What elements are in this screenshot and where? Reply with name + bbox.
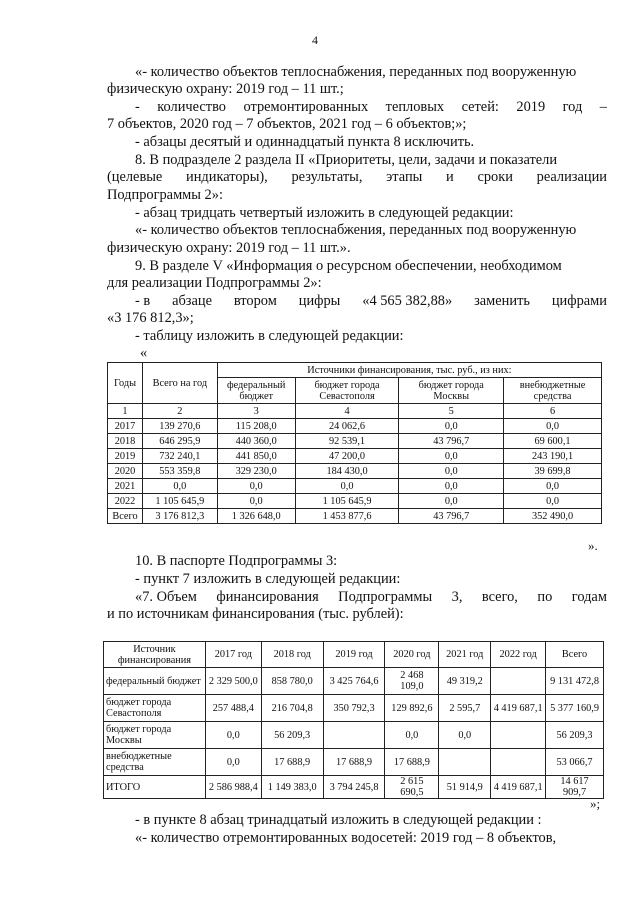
table-row [108,464,602,479]
word: цифрами [551,293,607,309]
word: по [537,589,553,605]
table-cell: 0,0 [399,449,504,464]
column-number: 3 [217,404,295,419]
table-cell: 352 490,0 [504,509,602,524]
table-cell: 0,0 [504,419,602,434]
table-cell: 0,0 [205,722,261,749]
column-number: 2 [142,404,217,419]
table-header-cell: Источник финансирования [104,642,206,668]
table-cell: 440 360,0 [217,434,295,449]
word: Подпрограммы [338,589,433,605]
paragraph-line: Подпрограммы 2»: [107,187,223,203]
word: – [599,99,607,115]
table-row [108,509,602,524]
table-cell: 1 326 648,0 [217,509,295,524]
paragraph-line: - в пункте 8 абзац тринадцатый изложить в следующей редакции : [135,812,542,828]
funding-table-subprogram-2 [107,362,602,524]
opening-quote: « [140,345,148,361]
table-cell: 2 468 109,0 [385,668,439,695]
word: тепловых [385,99,445,115]
word: - в [135,293,151,309]
table-header-cell: 2021 год [439,642,491,668]
column-number: 4 [295,404,399,419]
table-cell: 184 430,0 [295,464,399,479]
word: сетей: [461,99,499,115]
paragraph-line: - абзацы десятый и одиннадцатый пункта 8 исключить. [135,134,475,150]
table-cell: 69 600,1 [504,434,602,449]
word: финансирования [216,589,319,605]
table-cell: 1 105 645,9 [142,494,217,509]
word: заменить [474,293,530,309]
word: год [562,99,583,115]
table-cell: 1 149 383,0 [261,776,323,799]
source-cell: бюджет города Москвы [104,722,206,749]
word: годам [571,589,607,605]
table-cell: 49 319,2 [439,668,491,695]
table-cell: 17 688,9 [261,749,323,776]
header-extra: внебюджетные средства [504,378,602,404]
column-number: 1 [108,404,143,419]
table-cell: 3 794 245,8 [323,776,385,799]
header-moscow: бюджет города Москвы [399,378,504,404]
table-cell: 1 453 877,6 [295,509,399,524]
table-cell: 2 329 500,0 [205,668,261,695]
paragraph-line: «- количество объектов теплоснабжения, переданных под вооруженную [135,64,577,80]
word: реализации [536,169,607,185]
table-cell: Всего [108,509,143,524]
table-cell: 0,0 [504,479,602,494]
word: цифры [298,293,341,309]
closing-quote: ». [588,538,598,553]
table-cell: 9 131 472,8 [546,668,604,695]
table-cell: 3 176 812,3 [142,509,217,524]
table-header-cell: 2018 год [261,642,323,668]
table-cell: 2017 [108,419,143,434]
table-cell: 0,0 [399,419,504,434]
header-total: Всего на год [142,363,217,404]
word: этапы [386,169,423,185]
table-cell: 2021 [108,479,143,494]
justified-line [135,99,607,116]
table-cell: 2 586 988,4 [205,776,261,799]
table-cell [323,722,385,749]
table-cell: 139 270,6 [142,419,217,434]
table-cell: 0,0 [217,479,295,494]
table-cell: 0,0 [504,494,602,509]
table-cell: 56 209,3 [546,722,604,749]
word: сроки [477,169,513,185]
word: отремонтированных [243,99,369,115]
table-cell: 553 359,8 [142,464,217,479]
table-cell: 0,0 [385,722,439,749]
word: результаты, [291,169,363,185]
table-header-cell: 2020 год [385,642,439,668]
table-cell: 51 914,9 [439,776,491,799]
paragraph-line: и по источникам финансирования (тыс. рублей): [107,606,404,622]
table-cell: 5 377 160,9 [546,695,604,722]
table-cell: 115 208,0 [217,419,295,434]
table-row [108,494,602,509]
word: всего, [481,589,518,605]
paragraph-line: физическую охрану: 2019 год – 11 шт.; [107,81,344,97]
header-years: Годы [108,363,143,404]
paragraph-line: 8. В подразделе 2 раздела II «Приоритеты, цели, задачи и показатели [135,152,558,168]
column-number: 5 [399,404,504,419]
table-cell: 1 105 645,9 [295,494,399,509]
word: втором [233,293,277,309]
paragraph-line: - абзац тридцать четвертый изложить в следующей редакции: [135,205,514,221]
word: - [135,99,140,115]
table-cell: 43 796,7 [399,434,504,449]
word: и [446,169,454,185]
word: (целевые [107,169,163,185]
word: 3, [451,589,463,605]
table-cell: 17 688,9 [323,749,385,776]
paragraph-line: «- количество объектов теплоснабжения, переданных под вооруженную [135,222,577,238]
table-cell: 329 230,0 [217,464,295,479]
table-cell: 3 425 764,6 [323,668,385,695]
paragraph-line: 7 объектов, 2020 год – 7 объектов, 2021 год – 6 объектов;»; [107,116,467,132]
table-header-cell: 2019 год [323,642,385,668]
table-cell: 47 200,0 [295,449,399,464]
table-cell: 39 699,8 [504,464,602,479]
table-cell: 0,0 [399,464,504,479]
word: 2019 [516,99,546,115]
paragraph-line: физическую охрану: 2019 год – 11 шт.». [107,240,351,256]
table-cell: 732 240,1 [142,449,217,464]
paragraph-line: 10. В паспорте Подпрограммы 3: [135,553,338,569]
header-federal: федеральный бюджет [217,378,295,404]
paragraph-line: - пункт 7 изложить в следующей редакции: [135,571,401,587]
table-cell: 2 595,7 [439,695,491,722]
word: «4 565 382,88» [362,293,453,309]
table-header-cell: 2022 год [491,642,546,668]
word: индикаторы), [186,169,268,185]
paragraph-line: - таблицу изложить в следующей редакции: [135,328,404,344]
table-cell: 0,0 [217,494,295,509]
table-cell: 350 792,3 [323,695,385,722]
header-sources: Источники финансирования, тыс. руб., из них: [217,363,601,378]
table-cell [491,722,546,749]
table-row [108,449,602,464]
table-cell [491,749,546,776]
table-cell: 43 796,7 [399,509,504,524]
closing-quote: »; [590,796,601,811]
table-cell: 2 615 690,5 [385,776,439,799]
justified-line [107,169,607,186]
column-number: 6 [504,404,602,419]
table-header-cell: Всего [546,642,604,668]
table-cell: 4 419 687,1 [491,695,546,722]
table-cell: 24 062,6 [295,419,399,434]
table-row [104,668,604,695]
table-cell: 2020 [108,464,143,479]
source-cell: бюджет города Севастополя [104,695,206,722]
paragraph-line: «3 176 812,3»; [107,310,194,326]
table-cell: 17 688,9 [385,749,439,776]
table-cell: 0,0 [295,479,399,494]
paragraph-line: 9. В разделе V «Информация о ресурсном обеспечении, необходимом [135,258,562,274]
table-row [104,695,604,722]
table-cell: 0,0 [439,722,491,749]
table-cell: 14 617 909,7 [546,776,604,799]
header-city: бюджет города Севастополя [295,378,399,404]
table-cell: 53 066,7 [546,749,604,776]
table-cell: 0,0 [142,479,217,494]
table-cell: 2019 [108,449,143,464]
word: «7. Объем [135,589,197,605]
table-cell: 129 892,6 [385,695,439,722]
table-cell [491,668,546,695]
table-cell: 2022 [108,494,143,509]
funding-table-subprogram-3 [103,641,604,799]
table-cell: 4 419 687,1 [491,776,546,799]
paragraph-line: для реализации Подпрограммы 2»: [107,275,322,291]
table-cell [439,749,491,776]
table-cell: 646 295,9 [142,434,217,449]
table-cell: 0,0 [399,479,504,494]
justified-line [135,293,607,310]
table-cell: 257 488,4 [205,695,261,722]
table-cell: 858 780,0 [261,668,323,695]
table-header-cell: 2017 год [205,642,261,668]
source-cell: федеральный бюджет [104,668,206,695]
table-row [108,434,602,449]
table-cell: 2018 [108,434,143,449]
table-cell: 56 209,3 [261,722,323,749]
table-row [104,722,604,749]
table-cell: 441 850,0 [217,449,295,464]
source-cell: ИТОГО [104,776,206,799]
source-cell: внебюджетные средства [104,749,206,776]
table-cell: 243 190,1 [504,449,602,464]
table-cell: 216 704,8 [261,695,323,722]
table-row [108,419,602,434]
justified-line [135,589,607,606]
paragraph-line: «- количество отремонтированных водосетей: 2019 год – 8 объектов, [135,830,557,846]
table-cell: 0,0 [399,494,504,509]
column-number-row [108,404,602,419]
table-row [108,479,602,494]
word: абзаце [172,293,212,309]
table-cell: 0,0 [205,749,261,776]
word: количество [157,99,226,115]
table-row [104,749,604,776]
page-number: 4 [312,33,318,47]
table-cell: 92 539,1 [295,434,399,449]
table-row [104,776,604,799]
